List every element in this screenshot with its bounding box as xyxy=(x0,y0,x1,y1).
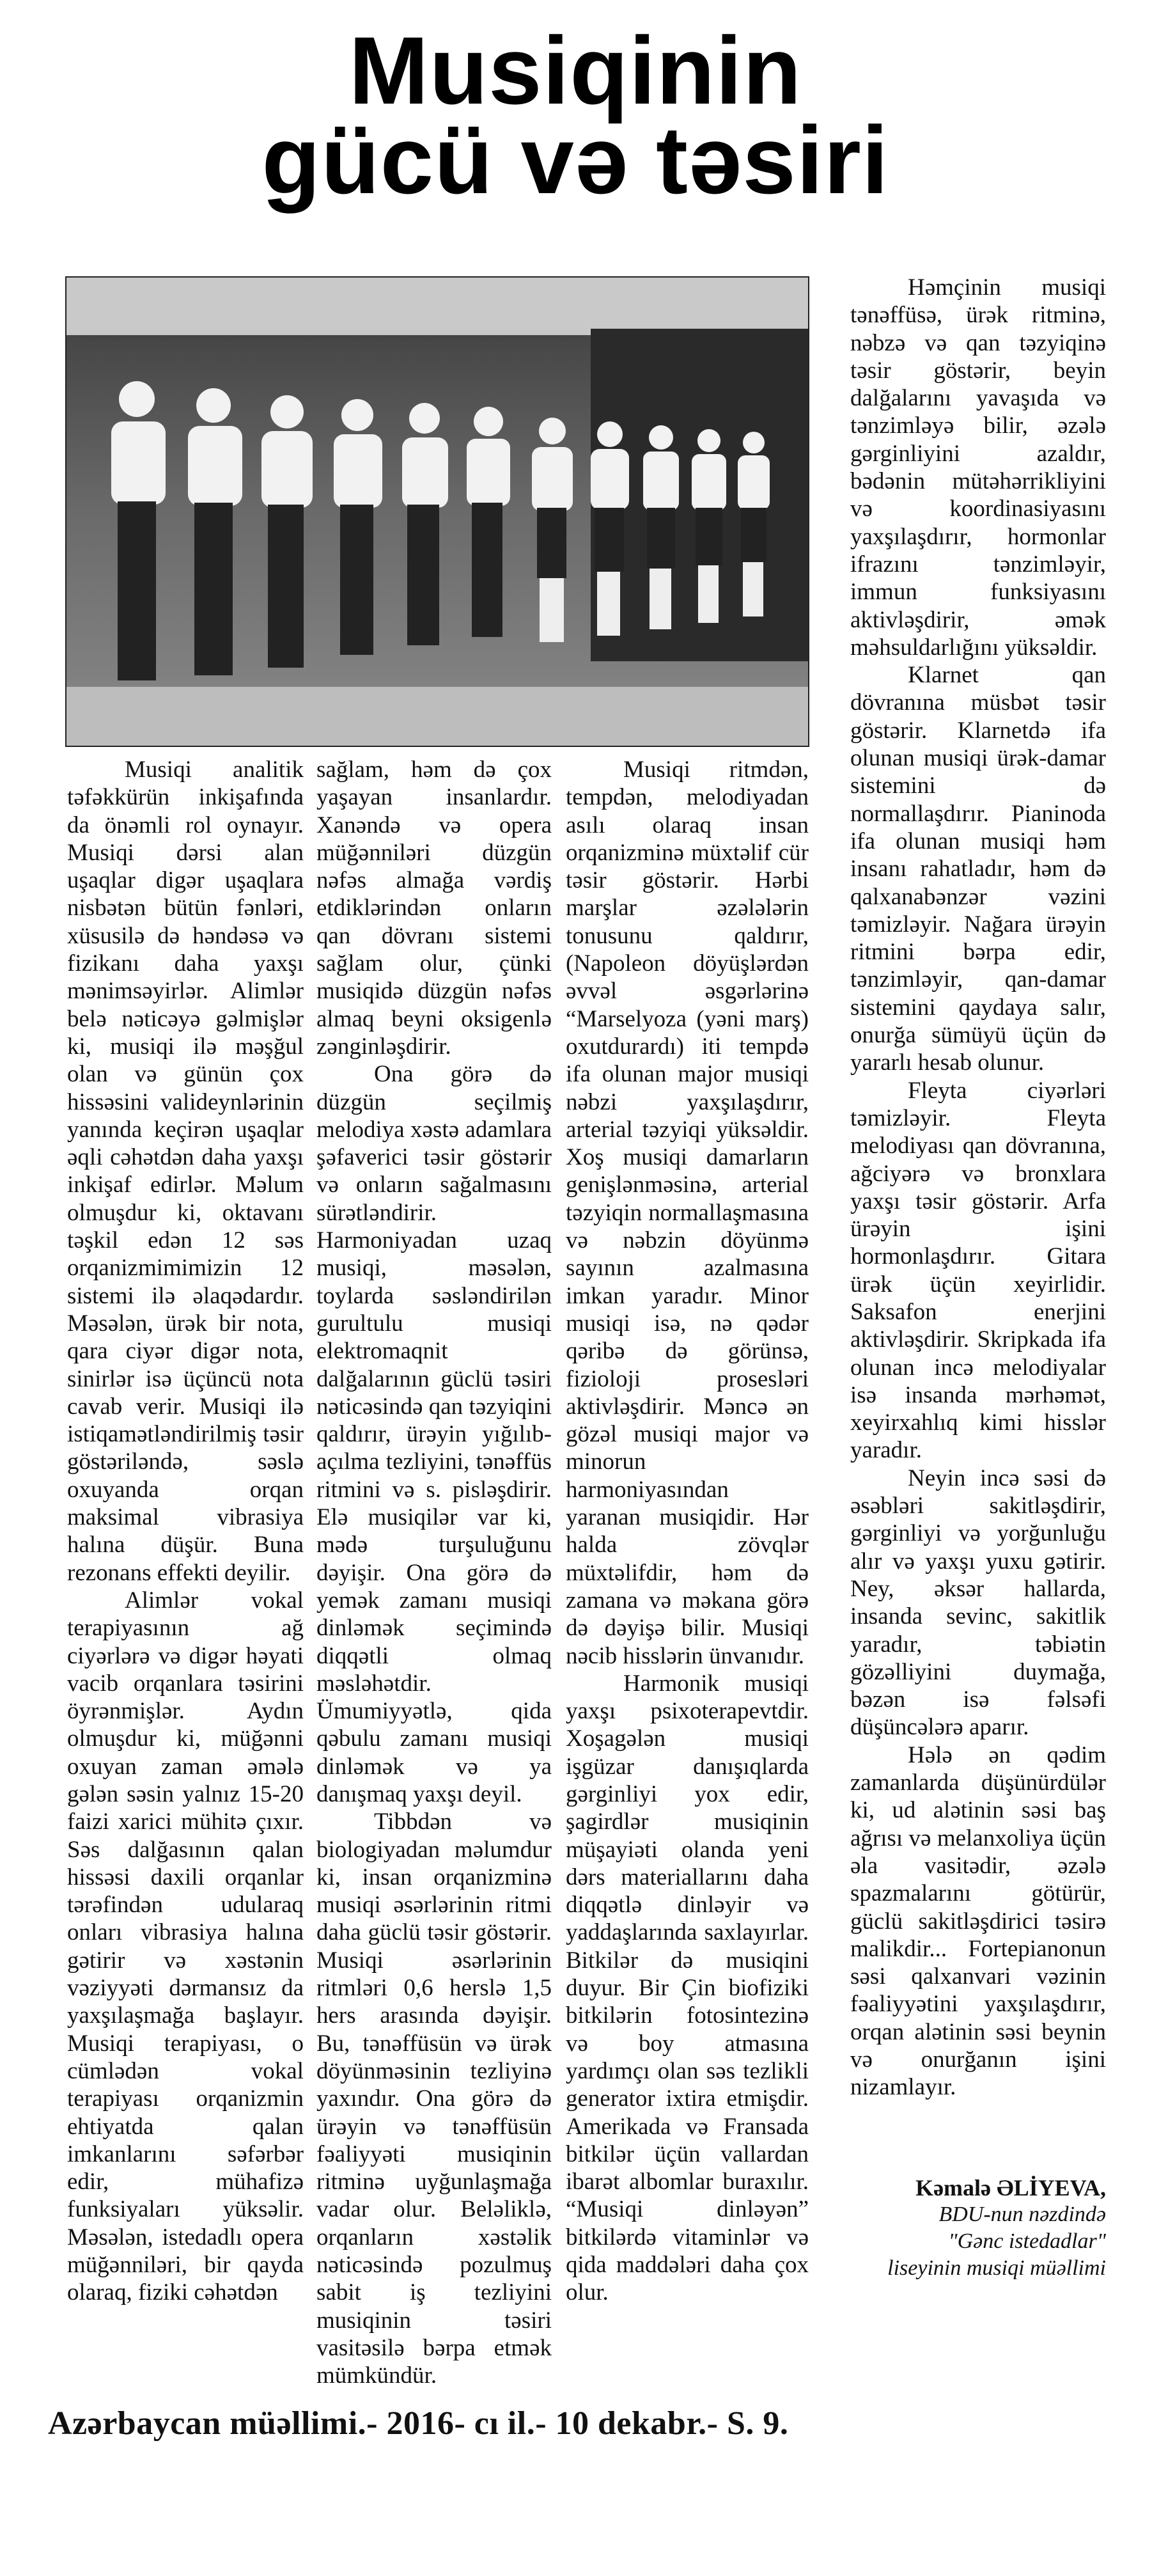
article-paragraph: Musiqi analitik təfəkkürün inkişafında da önəmli rol oynayır. Musiqi dərsi alan uşaqlar digər uşaqlara nisbətən bütün fənləri, xüsusilə də həndəsə və fizikanı daha yaxşı mənimsəyirlər. Alimlər belə nəticəyə gəlmişlər ki, musiqi ilə məşğul olan və günün çox hissəsini valideynlərinin yanında keçirən uşaqlar əqli cəhətdən daha yaxşı inkişaf edirlər. Məlum olmuşdur ki, oktavanı təşkil edən 12 səs orqanizmimimizin 12 sistemi ilə əlaqədardır. Məsələn, ürək bir nota, qara ciyər digər nota, sinirlər isə üçüncü nota cavab verir. Musiqi ilə istiqamətləndirilmiş təsir göstəriləndə, səslə oxuyanda orqan maksimal vibrasiya halına düşür. Buna rezonans effekti deyilir. xyxy=(67,757,304,1586)
author-role-line-2: "Gənc istedadlar" xyxy=(948,2229,1106,2253)
author-signature xyxy=(831,2174,1106,2282)
article-column-1 xyxy=(67,756,304,2307)
publication-source: Azərbaycan müəllimi.- 2016- cı il.- 10 dekabr.- S. 9. xyxy=(48,2405,789,2442)
author-role-line-1: BDU-nun nəzdində xyxy=(938,2203,1106,2226)
article-paragraph: Alimlər vokal terapiyasının ağ ciyərlərə və digər həyati vacib orqanlara təsirini öyrənmişlər. Aydın olmuşdur ki, müğənni oxuyan zaman əmələ gələn səsin yalnız 15-20 faizi xarici mühitə çıxır. Səs dalğasının qalan hissəsi daxili orqanlar tərəfindən udularaq onları vibrasiya halına gətirir və xəstənin vəziyyəti dərmansız da yaxşılaşmağa başlayır. Musiqi terapiyası, o cümlədən vokal terapiyası orqanizmin ehtiyatda qalan imkanlarını səfərbər edir, mühafizə funksiyaları yüksəlir. Məsələn, istedadlı opera müğənniləri, bir qayda olaraq, fiziki cəhətdən xyxy=(67,1587,304,2306)
article-paragraph: Musiqi ritmdən, tempdən, melodiyadan asılı olaraq insan orqanizminə müxtəlif cür təsir göstərir. Hərbi marşlar əzələlərin tonusunu qaldırır, (Napoleon döyüşlərdən əvvəl əsgərlərinə “Marselyoza (yəni marş) oxutdurardı) iti tempdə ifa olunan major musiqi nəbzi yaxşılaşdırır, arterial təzyiqi yüksəldir. Xoş musiqi damarların genişlənməsinə, arterial təzyiqin normallaşmasına və nəbzin döyünmə sayının azalmasına imkan yaradır. Minor musiqi isə, nə qədər qəribə də görünsə, fizioloji prosesləri aktivləşdirir. Məncə ən gözəl musiqi major və minorun harmoniyasından yaranan musiqidir. Hər halda zövqlər müxtəlifdir, həm də zamana və məkana görə də dəyişə bilir. Musiqi nəcib hisslərin ünvanıdır. xyxy=(566,757,809,1669)
article-paragraph: Hələ ən qədim zamanlarda düşünürdülər ki, ud alətinin səsi baş ağrısı və melanxoliya üçün əla vasitədir, əzələ spazmalarını götürür, güclü sakitləşdirici təsirə malikdir... Fortepianonun səsi qalxanvari vəzinin fəaliyyətini yaxşılaşdırır, orqan alətinin səsi beynin və onurğanın işini nizamlayır. xyxy=(850,1741,1106,2101)
choir-performance-image xyxy=(66,278,808,746)
article-title xyxy=(192,17,959,214)
article-column-3 xyxy=(566,756,809,2307)
title-line-1: Musiqinin xyxy=(348,17,802,124)
article-paragraph: Ona görə də düzgün seçilmiş melodiya xəstə adamlara şəfaverici təsir göstərir və onların sağalmasını sürətləndirir. Harmoniyadan uzaq musiqi, məsələn, toylarda səsləndirilən gurultulu musiqi elektromaqnit dalğalarının güclü təsiri nəticəsində qan təzyiqini qaldırır, ürəyin yığılıb-açılma tezliyini, tənəffüs ritmini və s. pisləşdirir. Elə musiqilər var ki, mədə turşuluğunu dəyişir. Ona görə də yemək zamanı musiqi dinləmək seçimində diqqətli olmaq məsləhətdir. Ümumiyyətlə, qida qəbulu zamanı musiqi dinləmək və ya danışmaq yaxşı deyil. xyxy=(316,1061,552,1807)
article-paragraph: Fleyta ciyərləri təmizləyir. Fleyta melodiyası qan dövranına, ağciyərə və bronxlara yaxşı təsir göstərir. Arfa ürəyin işini hormonlaşdırır. Gitara ürək üçün xeyirlidir. Saksafon enerjini aktivləşdirir. Skripkada ifa olunan incə melodiyalar isə insanda mərhəmət, xeyirxahlıq kimi hisslər yaradır. xyxy=(850,1077,1106,1464)
author-role-line-3: liseyinin musiqi müəllimi xyxy=(887,2256,1106,2280)
article-paragraph: Harmonik musiqi yaxşı psixoterapevtdir. Xoşagələn musiqi işgüzar danışıqlarda gərginliyi yox edir, şagirdlər musiqinin müşayiəti olanda yeni dərs materiallarını daha diqqətlə dinləyir və yaddaşlarında saxlayırlar. Bitkilər də musiqini duyur. Bir Çin biofiziki bitkilərin fotosintezinə və boy atmasına yardımçı olan səs tezlikli generator ixtira etmişdir. Amerikada və Fransada bitkilər üçün vallardan ibarət albomlar buraxılır. “Musiqi dinləyən” bitkilərdə vitaminlər və qida maddələri daha çox olur. xyxy=(566,1670,809,2306)
article-paragraph: sağlam, həm də çox yaşayan insanlardır. Xanəndə və opera müğənniləri düzgün nəfəs almağa vərdiş etdiklərindən onların qan dövranı sistemi sağlam olur, çünki musiqidə düzgün nəfəs almaq beyni oksigenlə zənginləşdirir. xyxy=(316,757,552,1060)
article-column-2 xyxy=(316,756,552,2390)
author-name: Kəmalə ƏLİYEVA, xyxy=(915,2175,1106,2201)
article-paragraph: Neyin incə səsi də əsəbləri sakitləşdirir, gərginliyi və yorğunluğu alır və yaxşı yuxu gətirir. Ney, əksər hallarda, insanda sevinc, sakitlik yaradır, təbiətin gözəlliyini duymağa, bəzən isə fəlsəfi düşüncələrə aparır. xyxy=(850,1465,1106,1741)
article-photo-choir xyxy=(65,276,809,747)
title-line-2: gücü və təsiri xyxy=(261,106,889,214)
article-column-4 xyxy=(850,274,1106,2101)
article-paragraph: Həmçinin musiqi tənəffüsə, ürək ritminə, nəbzə və qan təzyiqinə təsir göstərir, beyin dalğalarını yavaşıda və tənzimləyə bilir, əzələ gərginliyini azaldır, bədənin mütəhərrikliyini və koordinasiyasını yaxşılaşdırır, hormonlar ifrazını tənzimləyir, immun funksiyasını aktivləşdirir, əmək məhsuldarlığını yüksəldir. xyxy=(850,274,1106,661)
article-paragraph: Tibbdən və biologiyadan məlumdur ki, insan orqanizminə musiqi əsərlərinin ritmi daha güclü təsir göstərir. Musiqi əsərlərinin ritmləri 0,6 herslə 1,5 hers arasında dəyişir. Bu, tənəffüsün və ürək döyünməsinin tezliyinə yaxındır. Ona görə də ürəyin və tənəffüsün fəaliyyəti musiqinin ritminə uyğunlaşmağa vadar olur. Beləliklə, orqanların xəstəlik nəticəsində pozulmuş sabit iş tezliyini musiqinin təsiri vasitəsilə bərpa etmək mümkündür. xyxy=(316,1809,552,2389)
article-paragraph: Klarnet qan dövranına müsbət təsir göstərir. Klarnetdə ifa olunan musiqi ürək-damar sistemini də normallaşdırır. Pianinoda ifa olunan musiqi həm insanı rahatladır, həm də qalxanabənzər vəzini təmizləyir. Nağara ürəyin ritmini bərpa edir, tənzimləyir, qan-damar sistemini qaydaya salır, onurğa sümüyü üçün də yararlı hesab olunur. xyxy=(850,662,1106,1076)
